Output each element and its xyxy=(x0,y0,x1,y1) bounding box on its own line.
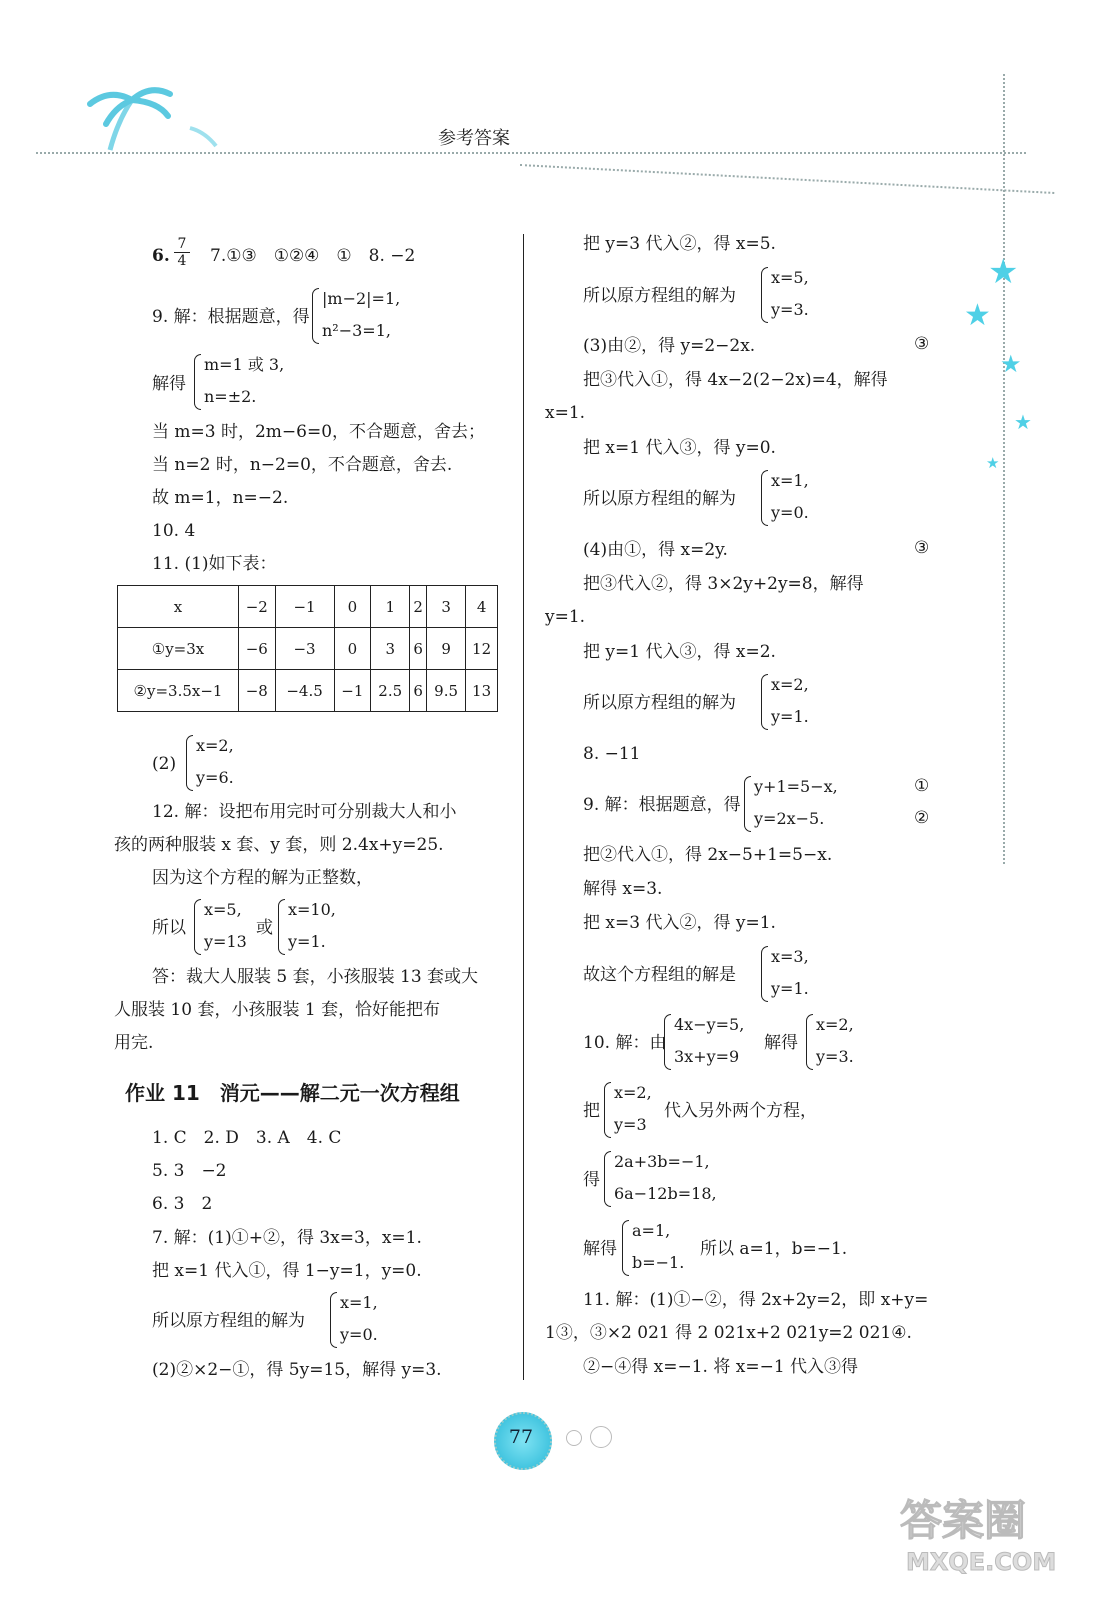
table-cell: 1 xyxy=(371,586,410,628)
star-icon: ★ xyxy=(964,298,991,333)
eq: y=3. xyxy=(816,1047,854,1066)
table-cell: 9.5 xyxy=(426,670,465,712)
header-dotted-line xyxy=(36,152,1026,154)
table-cell: −3 xyxy=(275,628,334,670)
table-cell: x xyxy=(118,586,239,628)
eq: y=1. xyxy=(771,979,809,998)
r-line: 代入另外两个方程， xyxy=(664,1101,817,1121)
brace xyxy=(761,946,768,1002)
q12-line: 孩的两种服装 x 套、y 套，则 2.4x+y=25. xyxy=(114,835,444,855)
value-table xyxy=(117,585,498,712)
eq-marker: ③ xyxy=(914,334,930,354)
eq: 6a−12b=18, xyxy=(614,1184,717,1203)
eq: y=0. xyxy=(340,1325,378,1344)
r-line: (3)由②，得 y=2−2x. xyxy=(583,336,756,356)
eq: n=±2. xyxy=(204,387,257,406)
s7-line: (2)②×2−①，得 5y=15，解得 y=3. xyxy=(152,1360,442,1380)
r-line: 1③，③×2 021 得 2 021x+2 021y=2 021④. xyxy=(545,1323,912,1343)
eq: y=2x−5. xyxy=(754,809,825,828)
r-line: 把 xyxy=(583,1101,600,1121)
r-line: 把③代入②，得 3×2y+2y=8，解得 xyxy=(583,574,864,594)
table-cell: −6 xyxy=(239,628,276,670)
q12-answer: 用完. xyxy=(114,1033,154,1053)
watermark-logo: 答案圈 xyxy=(900,1496,1027,1545)
fraction xyxy=(174,236,190,269)
s-answers: 1. C 2. D 3. A 4. C xyxy=(152,1128,342,1148)
header-dotted-line-2 xyxy=(520,164,1054,194)
denominator: 4 xyxy=(177,253,187,269)
r-line: 解得 xyxy=(764,1033,798,1053)
circle-decoration xyxy=(590,1426,612,1448)
eq: x=2, xyxy=(771,675,809,694)
table-cell: ①y=3x xyxy=(118,628,239,670)
numerator: 7 xyxy=(174,236,190,253)
table-cell: −1 xyxy=(334,670,371,712)
q12-answer: 人服装 10 套，小孩服装 1 套，恰好能把布 xyxy=(114,1000,441,1020)
q12-line: 12. 解：设把布用完时可分别裁大人和小 xyxy=(152,802,457,822)
eq: x=2, xyxy=(614,1083,652,1102)
r-line: 解得 x=3. xyxy=(583,879,663,899)
eq: 4x−y=5, xyxy=(674,1015,745,1034)
table-cell: 6 xyxy=(410,670,427,712)
circle-decoration xyxy=(566,1430,582,1446)
table-cell: 13 xyxy=(466,670,498,712)
table-row xyxy=(118,670,498,712)
r-so: 故这个方程组的解是 xyxy=(583,965,736,985)
r-line: 把 x=3 代入②，得 y=1. xyxy=(583,913,776,933)
r-line: ②−④得 x=−1. 将 x=−1 代入③得 xyxy=(583,1357,859,1377)
page-header-title: 参考答案 xyxy=(438,128,510,149)
table-cell: 12 xyxy=(466,628,498,670)
brace xyxy=(278,899,285,955)
table-cell: −1 xyxy=(275,586,334,628)
right-dotted-vline xyxy=(1003,74,1005,864)
table-cell: −4.5 xyxy=(275,670,334,712)
eq: x=10, xyxy=(288,900,336,919)
r-line: 把 x=1 代入③，得 y=0. xyxy=(583,438,776,458)
q9-line: 故 m=1，n=−2. xyxy=(152,488,289,508)
r-line: x=1. xyxy=(545,403,586,423)
brace xyxy=(744,776,751,832)
brace xyxy=(761,267,768,323)
q10: 10. 4 xyxy=(152,521,196,541)
eq: y=13 xyxy=(204,932,247,951)
eq-marker: ③ xyxy=(914,538,930,558)
brace xyxy=(664,1014,671,1070)
table-cell: 3 xyxy=(426,586,465,628)
table-cell: 3 xyxy=(371,628,410,670)
table-row xyxy=(118,628,498,670)
s7-so: 所以原方程组的解为 xyxy=(152,1311,305,1331)
star-icon: ★ xyxy=(1000,350,1022,378)
eq: x=1, xyxy=(771,471,809,490)
brace xyxy=(604,1151,611,1207)
brace xyxy=(761,674,768,730)
r-line: (4)由①，得 x=2y. xyxy=(583,540,728,560)
table-cell: 2 xyxy=(410,586,427,628)
brace xyxy=(622,1220,629,1276)
table-cell: ②y=3.5x−1 xyxy=(118,670,239,712)
r-so: 所以原方程组的解为 xyxy=(583,489,736,509)
table-cell: 4 xyxy=(466,586,498,628)
r-line: 把 y=1 代入③，得 x=2. xyxy=(583,642,776,662)
eq: m=1 或 3, xyxy=(204,355,285,374)
r-so: 所以原方程组的解为 xyxy=(583,286,736,306)
r-line: 11. 解：(1)①−②，得 2x+2y=2，即 x+y= xyxy=(583,1290,929,1310)
table-cell: 9 xyxy=(426,628,465,670)
r-line: 所以 a=1，b=−1. xyxy=(700,1239,848,1259)
table-cell: 6 xyxy=(410,628,427,670)
eq: y=1. xyxy=(288,932,326,951)
brace xyxy=(761,470,768,526)
eq: 3x+y=9 xyxy=(674,1047,740,1066)
q9-solve: 解得 xyxy=(152,374,186,394)
eq: x=2, xyxy=(196,736,234,755)
brace xyxy=(186,735,193,791)
brace xyxy=(604,1082,611,1138)
q9-lead: 9. 解：根据题意，得 xyxy=(152,307,310,327)
eq: x=2, xyxy=(816,1015,854,1034)
eq: 2a+3b=−1, xyxy=(614,1152,710,1171)
s-answers: 6. 3 2 xyxy=(152,1194,213,1214)
section-heading: 作业 11 消元——解二元一次方程组 xyxy=(125,1081,460,1105)
r-line: 8. −11 xyxy=(583,744,641,764)
eq: x=5, xyxy=(204,900,242,919)
eq: b=−1. xyxy=(632,1253,685,1272)
eq: y=3. xyxy=(771,300,809,319)
star-icon: ★ xyxy=(988,252,1019,292)
table-cell: −8 xyxy=(239,670,276,712)
watermark-url: MXQE.COM xyxy=(906,1548,1057,1576)
star-icon: ★ xyxy=(986,454,1000,472)
s-answers: 5. 3 −2 xyxy=(152,1161,227,1181)
q11-2: (2) xyxy=(152,754,177,774)
eq: y+1=5−x, xyxy=(754,777,838,796)
s7-line: 把 x=1 代入①，得 1−y=1，y=0. xyxy=(152,1261,422,1281)
eq: x=5, xyxy=(771,268,809,287)
r-line: 9. 解：根据题意，得 xyxy=(583,795,741,815)
brace xyxy=(330,1292,337,1348)
r-line: 得 xyxy=(583,1170,600,1190)
r-line: 把②代入①，得 2x−5+1=5−x. xyxy=(583,845,833,865)
answers-7-8: 7.①③ ①②④ ① 8. −2 xyxy=(210,246,416,266)
eq: y=1. xyxy=(771,707,809,726)
q12-line: 因为这个方程的解为正整数， xyxy=(152,868,373,888)
r-line: 把 y=3 代入②，得 x=5. xyxy=(583,234,776,254)
table-cell: 2.5 xyxy=(371,670,410,712)
brace xyxy=(312,288,319,344)
answer-6: 6. xyxy=(152,246,170,266)
page-number: 77 xyxy=(508,1426,534,1448)
table-cell: −2 xyxy=(239,586,276,628)
q9-line: 当 m=3 时，2m−6=0，不合题意，舍去； xyxy=(152,422,486,442)
table-cell: 0 xyxy=(334,628,371,670)
table-cell: 0 xyxy=(334,586,371,628)
s7-line: 7. 解：(1)①+②，得 3x=3，x=1. xyxy=(152,1228,422,1248)
eq: y=3 xyxy=(614,1115,647,1134)
column-divider xyxy=(523,234,524,1380)
r-line: 10. 解：由 xyxy=(583,1033,667,1053)
star-icon: ★ xyxy=(1014,410,1032,434)
r-line: 解得 xyxy=(583,1239,617,1259)
brace xyxy=(806,1014,813,1070)
q9-line: 当 n=2 时，n−2=0，不合题意，舍去. xyxy=(152,455,453,475)
eq: y=0. xyxy=(771,503,809,522)
brace xyxy=(194,899,201,955)
eq: x=3, xyxy=(771,947,809,966)
r-line: y=1. xyxy=(545,607,586,627)
q12-so: 所以 xyxy=(152,918,186,938)
brace xyxy=(194,354,201,410)
r-line: 把③代入①，得 4x−2(2−2x)=4，解得 xyxy=(583,370,888,390)
eq-marker: ② xyxy=(914,808,930,828)
table-row xyxy=(118,586,498,628)
eq-marker: ① xyxy=(914,776,930,796)
q12-answer: 答：裁大人服装 5 套，小孩服装 13 套或大 xyxy=(152,967,479,987)
q12-or: 或 xyxy=(256,918,273,938)
r-so: 所以原方程组的解为 xyxy=(583,693,736,713)
eq: n²−3=1, xyxy=(322,321,391,340)
eq: |m−2|=1, xyxy=(322,289,401,308)
eq: a=1, xyxy=(632,1221,671,1240)
q11: 11. (1)如下表： xyxy=(152,554,277,574)
eq: y=6. xyxy=(196,768,234,787)
eq: x=1, xyxy=(340,1293,378,1312)
palm-tree-decoration xyxy=(40,80,240,160)
